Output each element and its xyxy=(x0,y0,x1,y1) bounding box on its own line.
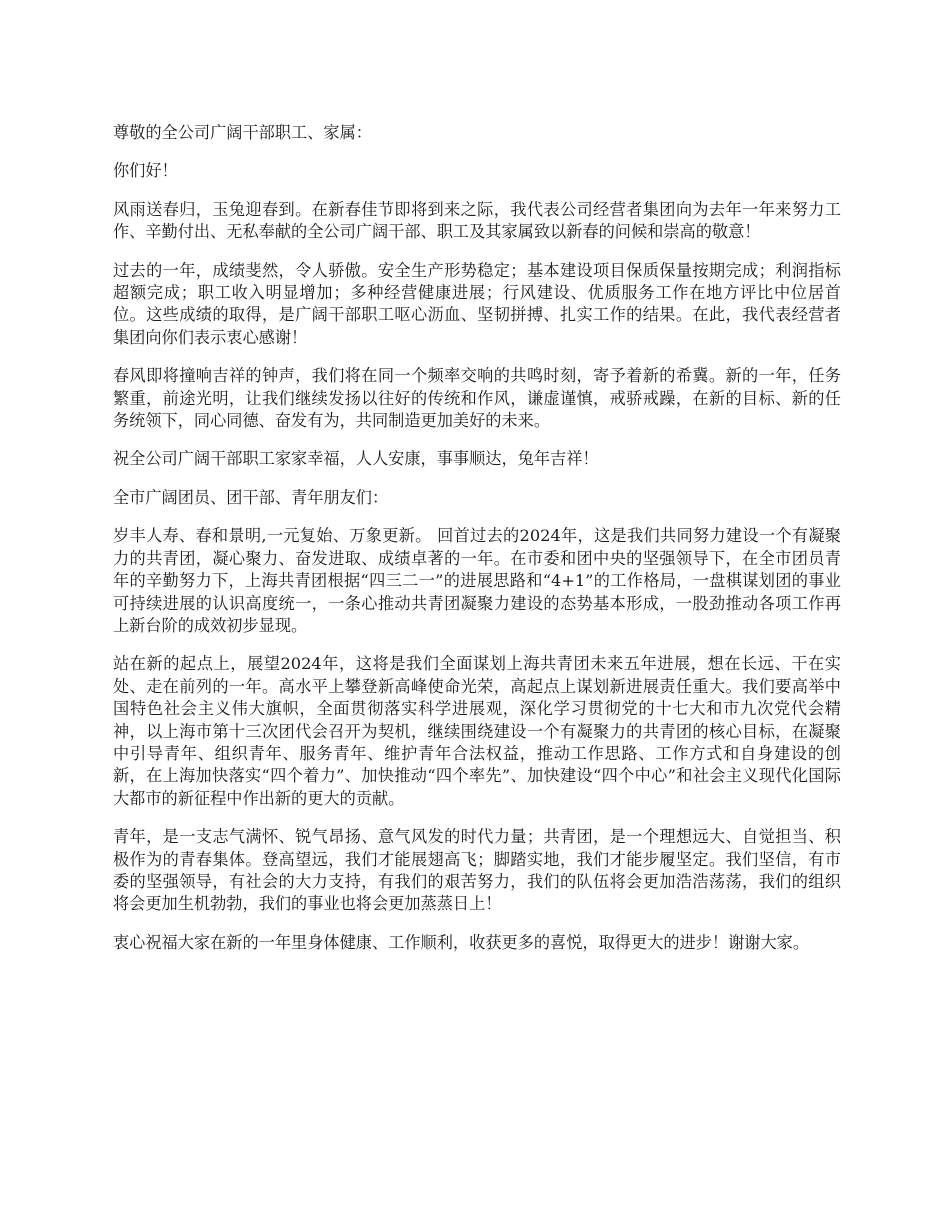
paragraph-achievements: 过去的一年，成绩斐然，令人骄傲。安全生产形势稳定；基本建设项目保质保量按期完成；利润指标超额完成；职工收入明显增加；多种经营健康进展；行风建设、优质服务工作在地方评比中位居首位。这些成绩的取得，是广阔干部职工呕心沥血、坚韧拼搏、扎实工作的结果。在此，我代表经营者集团向你们表示衷心感谢！ xyxy=(113,260,841,347)
paragraph-review: 岁丰人寿、春和景明,一元复始、万象更新。 回首过去的2024年，这是我们共同努力建设一个有凝聚力的共青团，凝心聚力、奋发进取、成绩卓著的一年。在市委和团中央的坚强领导下，在全市团员青年的辛勤努力下，上海共青团根据“四三二一”的进展思路和“4+1”的工作格局，一盘棋谋划团的事业可持续进展的认识高度统一，一条心推动共青团凝聚力建设的态势基本形成，一股劲推动各项工作再上新台阶的成效初步显现。 xyxy=(113,526,841,635)
salutation: 你们好！ xyxy=(113,161,178,181)
paragraph-wishes: 祝全公司广阔干部职工家家幸福，人人安康，事事顺达，兔年吉祥！ xyxy=(113,449,599,469)
greeting-company: 尊敬的全公司广阔干部职工、家属： xyxy=(113,123,372,142)
paragraph-new-year-greeting: 风雨送春归，玉兔迎春到。在新春佳节即将到来之际，我代表公司经营者集团向为去年一年来努力工作、辛勤付出、无私奉献的全公司广阔干部、职工及其家属致以新春的问候和崇高的敬意！ xyxy=(113,199,841,242)
document-page xyxy=(113,122,841,970)
greeting-youth: 全市广阔团员、团干部、青年朋友们： xyxy=(113,487,389,507)
paragraph-closing: 衷心祝福大家在新的一年里身体健康、工作顺利，收获更多的喜悦，取得更大的进步！谢谢大家。 xyxy=(113,932,810,952)
paragraph-outlook: 春风即将撞响吉祥的钟声，我们将在同一个频率交响的共鸣时刻，寄予着新的希冀。新的一年，任务繁重，前途光明，让我们继续发扬以往好的传统和作风，谦虚谨慎，戒骄戒躁，在新的目标、新的任务统领下，同心同德、奋发有为，共同制造更加美好的未来。 xyxy=(113,366,841,431)
paragraph-plan: 站在新的起点上，展望2024年，这将是我们全面谋划上海共青团未来五年进展，想在长远、干在实处、走在前列的一年。高水平上攀登新高峰使命光荣，高起点上谋划新进展责任重大。我们要高举中国特色社会主义伟大旗帜，全面贯彻落实科学进展观，深化学习贯彻党的十七大和市九次党代会精神，以上海市第十三次团代会召开为契机，继续围绕建设一个有凝聚力的共青团的核心目标，在凝聚中引导青年、组织青年、服务青年、维护青年合法权益，推动工作思路、工作方式和自身建设的创新，在上海加快落实“四个着力”、加快推动“四个率先”、加快建设“四个中心”和社会主义现代化国际大都市的新征程中作出新的更大的贡献。 xyxy=(113,654,841,808)
paragraph-youth: 青年，是一支志气满怀、锐气昂扬、意气风发的时代力量；共青团，是一个理想远大、自觉担当、积极作为的青春集体。登高望远，我们才能展翅高飞；脚踏实地，我们才能步履坚定。我们坚信，有市委的坚强领导，有社会的大力支持，有我们的艰苦努力，我们的队伍将会更加浩浩荡荡，我们的组织将会更加生机勃勃，我们的事业也将会更加蒸蒸日上！ xyxy=(113,827,841,914)
